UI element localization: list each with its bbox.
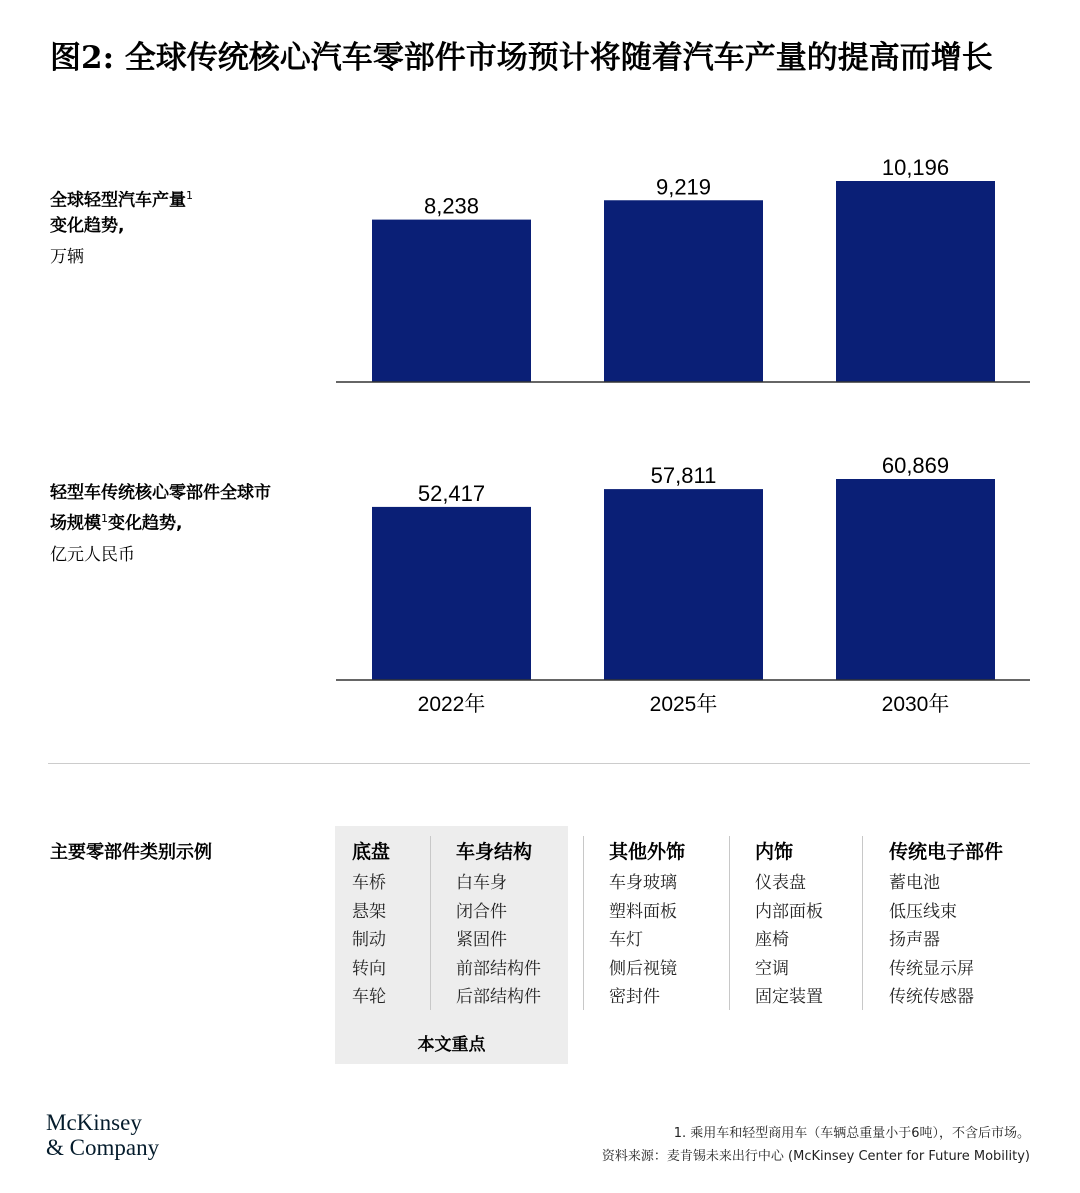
- footnote-note: 1. 乘用车和轻型商用车（车辆总重量小于6吨），不含后市场。: [673, 1126, 1030, 1141]
- category-column-4: [889, 838, 1003, 1012]
- chart2-value-label-0: 52,417: [417, 480, 486, 506]
- chart1-bar-0: [372, 220, 531, 382]
- category-column-2: [609, 838, 685, 1012]
- categories-title: 主要零部件类别示例: [50, 842, 212, 863]
- chart1-bars: [0, 140, 1080, 400]
- footnote: [602, 1122, 1030, 1168]
- category-item: 座椅: [755, 930, 789, 950]
- column-separator-3: [862, 836, 863, 1010]
- chart2-value-label-2: 60,869: [881, 453, 950, 478]
- category-item: 车桥: [352, 873, 386, 893]
- category-heading: 传统电子部件: [889, 841, 1004, 863]
- category-item: 前部结构件: [456, 958, 541, 979]
- column-separator-2: [729, 836, 730, 1010]
- category-column-0: [352, 838, 390, 1012]
- category-item: 白车身: [456, 873, 507, 893]
- chart1-bar-1: [604, 200, 763, 382]
- category-item: 塑料面板: [609, 901, 677, 922]
- chart1-unit: 万辆: [50, 246, 84, 267]
- category-item: 悬架: [352, 901, 386, 922]
- category-item: 传统传感器: [889, 987, 974, 1007]
- chart1-footnote-mark: 1: [186, 189, 193, 202]
- category-heading: 其他外饰: [609, 841, 686, 863]
- chart2-unit: 亿元人民币: [50, 544, 135, 565]
- category-heading: 底盘: [352, 841, 391, 863]
- chart2-bar-0: [372, 507, 531, 680]
- mckinsey-logo: [46, 1110, 159, 1160]
- chart1-value-label-1: 9,219: [655, 174, 712, 200]
- chart2-bars: [0, 440, 1080, 730]
- chart1-value-label-2: 10,196: [881, 155, 950, 180]
- category-item: 蓄电池: [889, 873, 940, 893]
- chart2-category-label-1: 2025年: [649, 693, 718, 716]
- category-item: 转向: [352, 958, 386, 979]
- chart1-label-trend: 变化趋势,: [50, 215, 125, 236]
- category-column-1: [456, 838, 541, 1012]
- focus-label: 本文重点: [417, 1035, 486, 1055]
- category-item: 侧后视镜: [609, 958, 677, 979]
- category-item: 闭合件: [456, 901, 507, 922]
- category-item: 车灯: [609, 930, 643, 950]
- chart1-value-label-0: 8,238: [423, 193, 480, 219]
- chart2-label-trend: 变化趋势,: [108, 513, 183, 534]
- chart2-footnote-mark: 1: [101, 512, 108, 525]
- logo-line-1: McKinsey: [46, 1110, 142, 1135]
- page-title: 图2: 全球传统核心汽车零部件市场预计将随着汽车产量的提高而增长: [50, 40, 993, 76]
- chart2-bar-1: [604, 489, 763, 680]
- footnote-source: 资料来源：麦肯锡未来出行中心 (McKinsey Center for Future Mobility): [601, 1149, 1030, 1164]
- category-item: 低压线束: [889, 901, 957, 922]
- chart2-category-label-2: 2030年: [881, 693, 950, 716]
- logo-line-2: & Company: [46, 1135, 160, 1160]
- chart1-label-main: 全球轻型汽车产量: [50, 190, 186, 211]
- chart2-bar-2: [836, 479, 995, 680]
- category-item: 紧固件: [456, 930, 507, 950]
- chart2-label-main: 轻型车传统核心零部件全球市场规模: [50, 483, 271, 534]
- category-item: 制动: [352, 930, 386, 950]
- chart1-bar-2: [836, 181, 995, 382]
- category-item: 后部结构件: [456, 987, 541, 1007]
- column-separator-1: [583, 836, 584, 1010]
- category-heading: 内饰: [755, 841, 794, 863]
- category-column-3: [755, 838, 823, 1012]
- category-item: 固定装置: [755, 987, 823, 1007]
- category-item: 扬声器: [889, 930, 940, 950]
- category-item: 内部面板: [755, 901, 823, 922]
- column-separator-0: [430, 836, 431, 1010]
- category-heading: 车身结构: [456, 841, 533, 863]
- chart2-value-label-1: 57,811: [650, 463, 717, 489]
- category-item: 密封件: [609, 987, 660, 1007]
- category-item: 空调: [755, 958, 789, 979]
- category-item: 车身玻璃: [609, 873, 677, 893]
- chart2-category-label-0: 2022年: [417, 693, 486, 716]
- category-item: 车轮: [352, 987, 386, 1007]
- category-item: 传统显示屏: [889, 958, 974, 979]
- section-divider: [48, 763, 1030, 764]
- category-item: 仪表盘: [755, 873, 806, 893]
